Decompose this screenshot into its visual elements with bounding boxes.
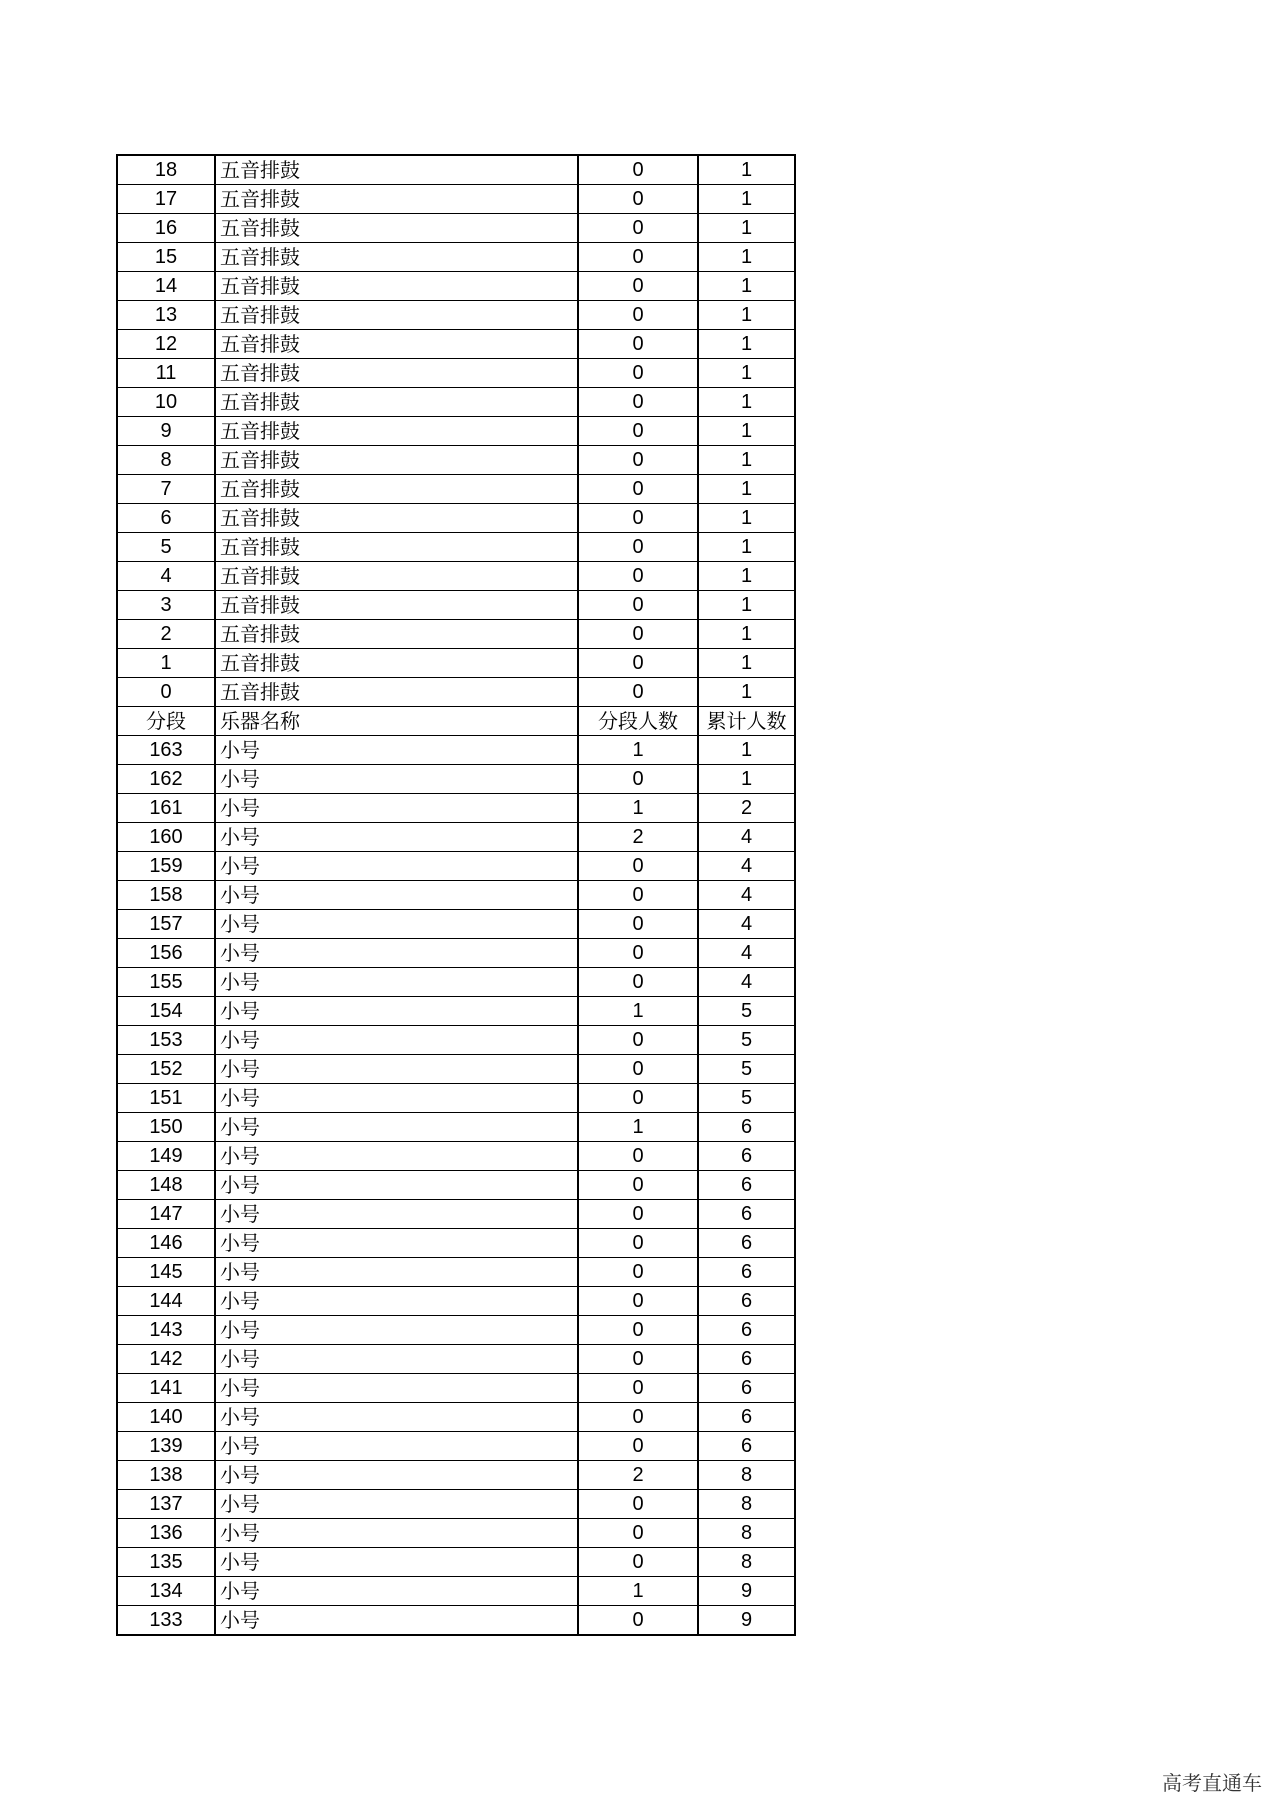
cell-segment-count: 0 (578, 852, 698, 881)
table-row (117, 1113, 795, 1142)
cell-cumulative-count: 4 (698, 910, 795, 939)
cell-cumulative-count: 6 (698, 1113, 795, 1142)
cell-cumulative-count: 4 (698, 968, 795, 997)
cell-instrument-name: 小号 (215, 968, 578, 997)
cell-segment: 163 (117, 736, 215, 765)
cell-segment: 150 (117, 1113, 215, 1142)
cell-instrument-name: 小号 (215, 1490, 578, 1519)
cell-segment: 5 (117, 533, 215, 562)
cell-segment: 162 (117, 765, 215, 794)
cell-segment: 9 (117, 417, 215, 446)
cell-instrument-name: 五音排鼓 (215, 243, 578, 272)
cell-segment-count: 0 (578, 1055, 698, 1084)
cell-cumulative-count: 1 (698, 620, 795, 649)
cell-segment-count: 0 (578, 1287, 698, 1316)
cell-segment-count: 0 (578, 1084, 698, 1113)
table-row (117, 852, 795, 881)
watermark-text: 高考直通车 (1162, 1771, 1262, 1795)
cell-cumulative-count: 6 (698, 1316, 795, 1345)
cell-cumulative-count: 9 (698, 1606, 795, 1636)
cell-cumulative-count: 1 (698, 736, 795, 765)
cell-instrument-name: 小号 (215, 1548, 578, 1577)
cell-cumulative-count: 6 (698, 1345, 795, 1374)
cell-instrument-name: 五音排鼓 (215, 562, 578, 591)
cell-cumulative-count: 2 (698, 794, 795, 823)
cell-segment: 13 (117, 301, 215, 330)
cell-segment-count: 0 (578, 155, 698, 185)
cell-segment: 137 (117, 1490, 215, 1519)
cell-segment-count: 0 (578, 533, 698, 562)
cell-segment: 139 (117, 1432, 215, 1461)
cell-instrument-name: 五音排鼓 (215, 301, 578, 330)
cell-segment: 154 (117, 997, 215, 1026)
cell-segment-count: 0 (578, 1403, 698, 1432)
cell-segment-count: 0 (578, 1026, 698, 1055)
cell-cumulative-count: 6 (698, 1258, 795, 1287)
cell-segment-count: 0 (578, 910, 698, 939)
table-row (117, 1403, 795, 1432)
table-row (117, 533, 795, 562)
cell-instrument-name: 小号 (215, 1113, 578, 1142)
cell-cumulative-count: 1 (698, 359, 795, 388)
cell-segment: 144 (117, 1287, 215, 1316)
cell-cumulative-count: 6 (698, 1432, 795, 1461)
cell-segment-count: 0 (578, 272, 698, 301)
cell-cumulative-count: 4 (698, 852, 795, 881)
cell-segment-count: 0 (578, 591, 698, 620)
cell-segment: 14 (117, 272, 215, 301)
cell-instrument-name: 小号 (215, 1374, 578, 1403)
header-segment: 分段 (117, 707, 215, 736)
cell-segment: 136 (117, 1519, 215, 1548)
cell-instrument-name: 小号 (215, 1287, 578, 1316)
table-row (117, 1374, 795, 1403)
cell-segment: 7 (117, 475, 215, 504)
cell-segment-count: 0 (578, 504, 698, 533)
cell-segment-count: 0 (578, 359, 698, 388)
cell-segment-count: 0 (578, 446, 698, 475)
cell-segment: 10 (117, 388, 215, 417)
cell-cumulative-count: 6 (698, 1287, 795, 1316)
table-row (117, 1084, 795, 1113)
cell-instrument-name: 小号 (215, 1084, 578, 1113)
cell-segment: 148 (117, 1171, 215, 1200)
table-row (117, 591, 795, 620)
score-distribution-table (116, 154, 796, 1636)
cell-instrument-name: 五音排鼓 (215, 446, 578, 475)
cell-cumulative-count: 1 (698, 185, 795, 214)
cell-cumulative-count: 1 (698, 417, 795, 446)
cell-cumulative-count: 5 (698, 1055, 795, 1084)
cell-cumulative-count: 1 (698, 562, 795, 591)
cell-segment: 156 (117, 939, 215, 968)
table-row (117, 939, 795, 968)
cell-segment: 17 (117, 185, 215, 214)
table-row (117, 1055, 795, 1084)
cell-segment: 2 (117, 620, 215, 649)
cell-instrument-name: 小号 (215, 736, 578, 765)
cell-cumulative-count: 1 (698, 475, 795, 504)
cell-cumulative-count: 5 (698, 1084, 795, 1113)
table-row (117, 1287, 795, 1316)
cell-segment-count: 0 (578, 1606, 698, 1636)
cell-cumulative-count: 5 (698, 997, 795, 1026)
cell-segment: 146 (117, 1229, 215, 1258)
cell-cumulative-count: 6 (698, 1374, 795, 1403)
cell-cumulative-count: 8 (698, 1461, 795, 1490)
header-segment-count: 分段人数 (578, 707, 698, 736)
cell-instrument-name: 小号 (215, 1026, 578, 1055)
table-row (117, 301, 795, 330)
table-row (117, 388, 795, 417)
cell-instrument-name: 小号 (215, 1606, 578, 1636)
table-row (117, 1200, 795, 1229)
cell-segment-count: 0 (578, 1490, 698, 1519)
cell-instrument-name: 五音排鼓 (215, 475, 578, 504)
table-body (117, 155, 795, 1635)
cell-cumulative-count: 1 (698, 446, 795, 475)
cell-instrument-name: 五音排鼓 (215, 678, 578, 707)
cell-segment: 3 (117, 591, 215, 620)
cell-segment-count: 0 (578, 620, 698, 649)
cell-segment: 138 (117, 1461, 215, 1490)
cell-instrument-name: 小号 (215, 939, 578, 968)
cell-segment: 4 (117, 562, 215, 591)
cell-segment-count: 0 (578, 243, 698, 272)
table-row (117, 678, 795, 707)
cell-instrument-name: 小号 (215, 881, 578, 910)
cell-instrument-name: 五音排鼓 (215, 185, 578, 214)
cell-instrument-name: 小号 (215, 1258, 578, 1287)
cell-segment: 160 (117, 823, 215, 852)
cell-cumulative-count: 8 (698, 1519, 795, 1548)
cell-segment: 1 (117, 649, 215, 678)
cell-segment-count: 0 (578, 1432, 698, 1461)
cell-segment: 155 (117, 968, 215, 997)
table-row (117, 1026, 795, 1055)
cell-cumulative-count: 6 (698, 1403, 795, 1432)
cell-segment: 11 (117, 359, 215, 388)
cell-instrument-name: 小号 (215, 1229, 578, 1258)
cell-segment-count: 0 (578, 417, 698, 446)
cell-cumulative-count: 1 (698, 272, 795, 301)
cell-segment-count: 0 (578, 939, 698, 968)
cell-cumulative-count: 1 (698, 678, 795, 707)
table-row (117, 1548, 795, 1577)
cell-segment-count: 0 (578, 1258, 698, 1287)
table-row (117, 330, 795, 359)
cell-segment-count: 0 (578, 968, 698, 997)
cell-instrument-name: 小号 (215, 1403, 578, 1432)
cell-instrument-name: 五音排鼓 (215, 214, 578, 243)
cell-segment-count: 0 (578, 1229, 698, 1258)
cell-segment: 145 (117, 1258, 215, 1287)
cell-instrument-name: 小号 (215, 823, 578, 852)
cell-cumulative-count: 6 (698, 1229, 795, 1258)
cell-segment: 159 (117, 852, 215, 881)
cell-instrument-name: 五音排鼓 (215, 359, 578, 388)
cell-segment: 8 (117, 446, 215, 475)
table-row (117, 1577, 795, 1606)
cell-segment-count: 0 (578, 1142, 698, 1171)
cell-instrument-name: 小号 (215, 852, 578, 881)
cell-segment: 140 (117, 1403, 215, 1432)
table-row (117, 620, 795, 649)
table-row (117, 243, 795, 272)
table-row (117, 417, 795, 446)
cell-cumulative-count: 9 (698, 1577, 795, 1606)
cell-segment: 158 (117, 881, 215, 910)
cell-segment: 143 (117, 1316, 215, 1345)
cell-cumulative-count: 4 (698, 823, 795, 852)
cell-cumulative-count: 8 (698, 1548, 795, 1577)
cell-segment-count: 0 (578, 562, 698, 591)
table-row (117, 736, 795, 765)
cell-instrument-name: 小号 (215, 1142, 578, 1171)
cell-segment: 152 (117, 1055, 215, 1084)
cell-segment: 161 (117, 794, 215, 823)
cell-cumulative-count: 1 (698, 504, 795, 533)
cell-instrument-name: 小号 (215, 997, 578, 1026)
cell-cumulative-count: 4 (698, 881, 795, 910)
table-row (117, 823, 795, 852)
cell-instrument-name: 五音排鼓 (215, 155, 578, 185)
table-row (117, 1519, 795, 1548)
cell-cumulative-count: 1 (698, 533, 795, 562)
cell-cumulative-count: 1 (698, 330, 795, 359)
cell-segment-count: 0 (578, 1374, 698, 1403)
table-row (117, 1606, 795, 1636)
cell-segment-count: 1 (578, 997, 698, 1026)
cell-segment-count: 0 (578, 1316, 698, 1345)
cell-instrument-name: 五音排鼓 (215, 388, 578, 417)
cell-segment: 151 (117, 1084, 215, 1113)
cell-segment-count: 0 (578, 1171, 698, 1200)
cell-segment-count: 0 (578, 185, 698, 214)
cell-cumulative-count: 1 (698, 388, 795, 417)
table-row (117, 185, 795, 214)
cell-instrument-name: 小号 (215, 1055, 578, 1084)
cell-instrument-name: 五音排鼓 (215, 591, 578, 620)
cell-instrument-name: 小号 (215, 765, 578, 794)
cell-instrument-name: 五音排鼓 (215, 330, 578, 359)
cell-segment: 16 (117, 214, 215, 243)
cell-segment: 157 (117, 910, 215, 939)
cell-instrument-name: 五音排鼓 (215, 649, 578, 678)
cell-instrument-name: 小号 (215, 1200, 578, 1229)
cell-instrument-name: 小号 (215, 910, 578, 939)
cell-segment-count: 0 (578, 678, 698, 707)
cell-segment: 6 (117, 504, 215, 533)
cell-segment-count: 1 (578, 1577, 698, 1606)
header-instrument-name: 乐器名称 (215, 707, 578, 736)
cell-cumulative-count: 4 (698, 939, 795, 968)
cell-cumulative-count: 1 (698, 243, 795, 272)
table-row (117, 446, 795, 475)
cell-cumulative-count: 1 (698, 591, 795, 620)
cell-segment: 149 (117, 1142, 215, 1171)
cell-segment: 153 (117, 1026, 215, 1055)
cell-segment-count: 0 (578, 1200, 698, 1229)
header-cumulative-count: 累计人数 (698, 707, 795, 736)
cell-instrument-name: 五音排鼓 (215, 504, 578, 533)
cell-segment: 147 (117, 1200, 215, 1229)
cell-instrument-name: 小号 (215, 794, 578, 823)
table-row (117, 272, 795, 301)
table-row (117, 562, 795, 591)
cell-segment-count: 2 (578, 1461, 698, 1490)
table-row (117, 649, 795, 678)
table-row (117, 214, 795, 243)
cell-instrument-name: 五音排鼓 (215, 620, 578, 649)
table-row (117, 1345, 795, 1374)
table-row (117, 504, 795, 533)
cell-segment-count: 0 (578, 765, 698, 794)
table-row (117, 1171, 795, 1200)
cell-cumulative-count: 5 (698, 1026, 795, 1055)
cell-cumulative-count: 6 (698, 1171, 795, 1200)
cell-cumulative-count: 8 (698, 1490, 795, 1519)
table-row (117, 1490, 795, 1519)
cell-segment-count: 0 (578, 301, 698, 330)
cell-instrument-name: 小号 (215, 1316, 578, 1345)
cell-segment-count: 1 (578, 736, 698, 765)
cell-cumulative-count: 6 (698, 1200, 795, 1229)
cell-segment-count: 0 (578, 330, 698, 359)
table-row (117, 910, 795, 939)
cell-segment-count: 1 (578, 1113, 698, 1142)
cell-cumulative-count: 1 (698, 765, 795, 794)
table-row (117, 1258, 795, 1287)
cell-instrument-name: 五音排鼓 (215, 533, 578, 562)
cell-instrument-name: 小号 (215, 1461, 578, 1490)
cell-segment: 133 (117, 1606, 215, 1636)
cell-instrument-name: 小号 (215, 1345, 578, 1374)
cell-instrument-name: 五音排鼓 (215, 417, 578, 446)
cell-segment-count: 0 (578, 1345, 698, 1374)
table-header-row (117, 707, 795, 736)
table-row (117, 1432, 795, 1461)
table-row (117, 765, 795, 794)
table-row (117, 1461, 795, 1490)
table-row (117, 1229, 795, 1258)
cell-instrument-name: 小号 (215, 1577, 578, 1606)
cell-segment: 141 (117, 1374, 215, 1403)
cell-instrument-name: 小号 (215, 1171, 578, 1200)
cell-segment: 15 (117, 243, 215, 272)
cell-instrument-name: 五音排鼓 (215, 272, 578, 301)
cell-segment-count: 0 (578, 881, 698, 910)
cell-segment-count: 1 (578, 794, 698, 823)
cell-segment: 0 (117, 678, 215, 707)
cell-cumulative-count: 1 (698, 155, 795, 185)
table-row (117, 359, 795, 388)
table-row (117, 881, 795, 910)
table-row (117, 1142, 795, 1171)
cell-segment: 134 (117, 1577, 215, 1606)
cell-segment-count: 2 (578, 823, 698, 852)
cell-segment-count: 0 (578, 1519, 698, 1548)
cell-segment: 142 (117, 1345, 215, 1374)
cell-segment-count: 0 (578, 388, 698, 417)
cell-cumulative-count: 1 (698, 301, 795, 330)
table-row (117, 155, 795, 185)
cell-cumulative-count: 6 (698, 1142, 795, 1171)
cell-cumulative-count: 1 (698, 649, 795, 678)
cell-cumulative-count: 1 (698, 214, 795, 243)
cell-segment-count: 0 (578, 214, 698, 243)
cell-segment: 12 (117, 330, 215, 359)
cell-segment: 135 (117, 1548, 215, 1577)
table-row (117, 997, 795, 1026)
cell-segment-count: 0 (578, 475, 698, 504)
cell-segment: 18 (117, 155, 215, 185)
cell-instrument-name: 小号 (215, 1432, 578, 1461)
table-row (117, 968, 795, 997)
table-row (117, 1316, 795, 1345)
cell-segment-count: 0 (578, 1548, 698, 1577)
table-row (117, 794, 795, 823)
cell-segment-count: 0 (578, 649, 698, 678)
cell-instrument-name: 小号 (215, 1519, 578, 1548)
table-row (117, 475, 795, 504)
